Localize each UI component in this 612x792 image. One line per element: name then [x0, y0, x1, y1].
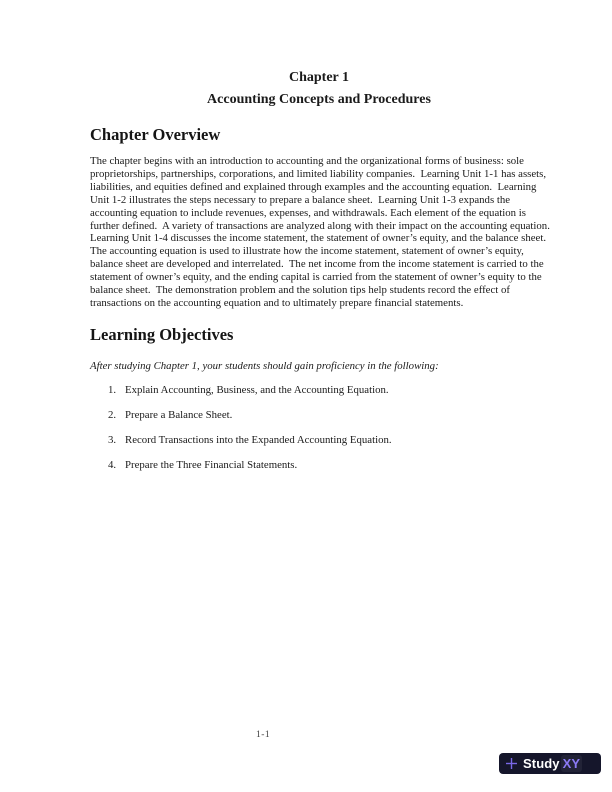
objective-item: [90, 384, 551, 397]
objective-item: [90, 459, 551, 472]
plus-icon: [499, 753, 523, 774]
brand-name: [523, 753, 582, 774]
chapter-title: [90, 67, 548, 111]
objective-number: 3.: [108, 434, 117, 446]
studyxy-watermark[interactable]: [499, 753, 601, 774]
overview-heading: Chapter Overview: [90, 125, 221, 144]
objective-item: [90, 434, 551, 447]
objectives-intro: After studying Chapter 1, your students should gain proficiency in the following:: [90, 360, 439, 372]
objective-number: 1.: [108, 384, 117, 396]
objective-text: Prepare a Balance Sheet.: [125, 409, 233, 421]
brand-study: Study: [523, 756, 560, 771]
page-number: 1-1: [256, 730, 271, 740]
brand-xy: XY: [562, 756, 581, 771]
objective-number: 4.: [108, 459, 117, 471]
objective-item: [90, 409, 551, 422]
chapter-name: Accounting Concepts and Procedures: [207, 92, 431, 107]
objective-text: Prepare the Three Financial Statements.: [125, 459, 298, 471]
objectives-list: [90, 384, 551, 484]
overview-paragraph: The chapter begins with an introduction to accounting and the organizational forms of business: sole proprietorships, partnerships, corporations, and limited liability companies. Learning Unit 1-1 has assets, liabilities, and equities defined and explained through examples and the accounting equation. Learning Unit 1-2 illustrates the steps necessary to prepare a balance sheet. Learning Unit 1-3 expands the accounting equation to include revenues, expenses, and withdrawals. Each element of the equation is further defined. A variety of transactions are analyzed along with their impact on the accounting equation. Learning Unit 1-4 discusses the income statement, the statement of owner’s equity, and the balance sheet. The accounting equation is used to illustrate how the income statement, statement of owner’s equity, balance sheet are developed and interrelated. The net income from the income statement is carried to the statement of owner’s equity, and the ending capital is carried from the statement of owner’s equity to the balance sheet. The demonstration problem and the solution tips help students record the effect of transactions on the accounting equation and to ultimately prepare financial statements.: [90, 155, 556, 309]
page-footer: [0, 730, 612, 744]
objective-number: 2.: [108, 409, 117, 421]
objective-text: Record Transactions into the Expanded Accounting Equation.: [125, 434, 392, 446]
objective-text: Explain Accounting, Business, and the Accounting Equation.: [125, 384, 389, 396]
objectives-heading: Learning Objectives: [90, 325, 234, 344]
chapter-number: Chapter 1: [288, 70, 350, 85]
